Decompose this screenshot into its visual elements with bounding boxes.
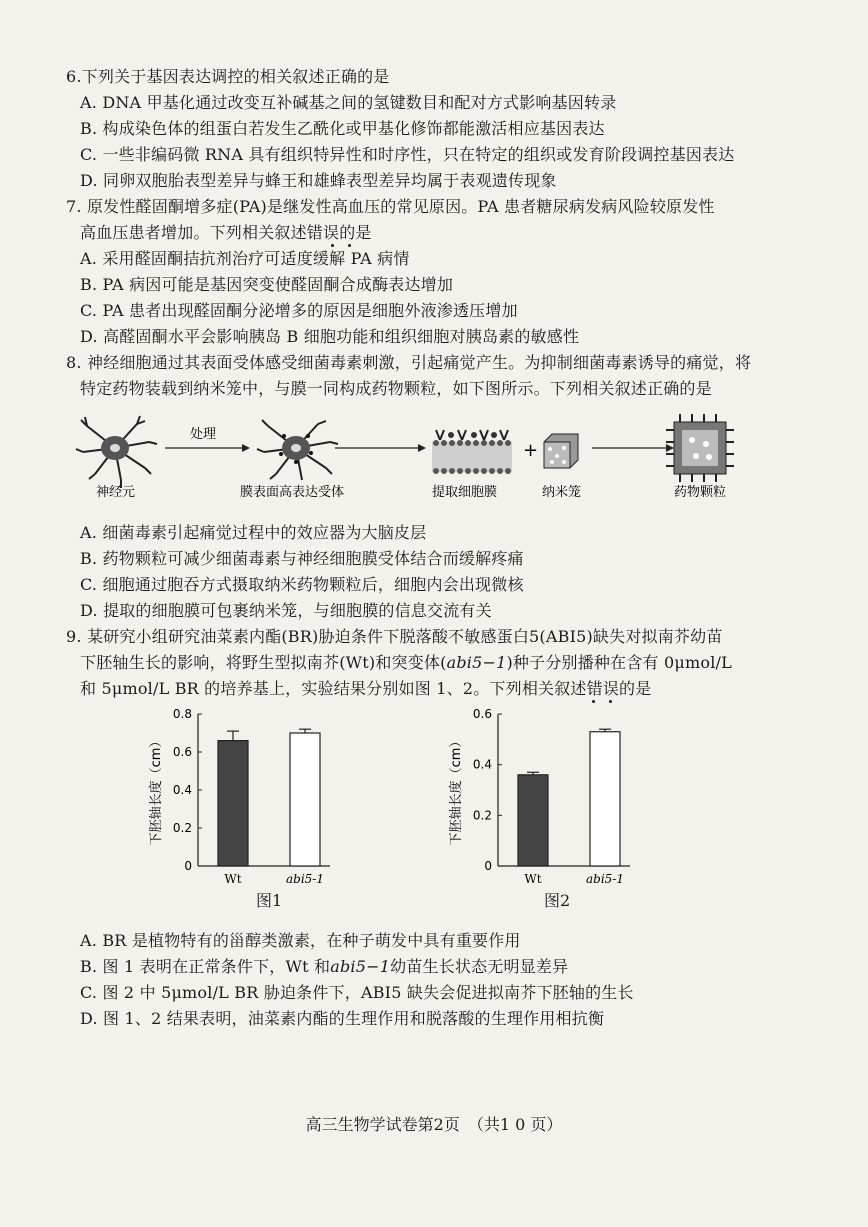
- q6-stem: 6.下列关于基因表达调控的相关叙述正确的是: [66, 67, 390, 86]
- chart-x-tick-label: Wt: [524, 872, 542, 886]
- emphasis-dot: [592, 700, 595, 703]
- chart2-ylabel: 下胚轴长度（cm）: [449, 734, 464, 846]
- q7-option-b: B. PA 病因可能是基因突变使醛固酮合成酶表达增加: [80, 275, 454, 294]
- chart-x-tick-label: abi5-1: [286, 872, 324, 886]
- chart-figure-2: [440, 704, 660, 890]
- chart-bar: [590, 732, 620, 866]
- label-membrane: 提取细胞膜: [432, 485, 498, 500]
- chart-bar: [290, 733, 320, 866]
- chart2-caption: 图2: [544, 891, 571, 910]
- q8-stem-line2: 特定药物装载到纳米笼中，与膜一同构成药物颗粒，如下图所示。下列相关叙述正确的是: [80, 379, 712, 398]
- q9-stem-line2-part2: )种子分别播种在含有 0μmol/L: [506, 653, 732, 672]
- drug-particle-diagram: [70, 410, 770, 510]
- chart1-ylabel: 下胚轴长度（cm）: [149, 734, 164, 846]
- neuron-illustration: [76, 416, 157, 488]
- label-nanocage: 纳米笼: [542, 485, 582, 500]
- q9-option-b-part1: B. 图 1 表明在正常条件下，Wt 和: [80, 957, 331, 976]
- q9-stem-line3: 和 5μmol/L BR 的培养基上，实验结果分别如图 1、2。下列相关叙述错误的是: [80, 679, 652, 698]
- q7-option-c: C. PA 患者出现醛固酮分泌增多的原因是细胞外液渗透压增加: [80, 301, 518, 320]
- plus-sign: +: [523, 440, 539, 461]
- chart-y-tick-label: 0.2: [472, 808, 492, 823]
- arrow-2: [335, 444, 426, 452]
- chart-y-tick-label: 0.4: [472, 757, 492, 772]
- chart-x-tick-label: abi5-1: [586, 872, 624, 886]
- chart-figure-1: [140, 704, 360, 890]
- q8-option-a: A. 细菌毒素引起痛觉过程中的效应器为大脑皮层: [80, 523, 427, 542]
- arrow-1: [165, 444, 250, 452]
- q9-option-c: C. 图 2 中 5μmol/L BR 胁迫条件下，ABI5 缺失会促进拟南芥下胚轴的生长: [80, 983, 634, 1002]
- chart-y-tick-label: 0.6: [172, 745, 192, 759]
- chart-y-tick-label: 0: [484, 859, 492, 873]
- q9-option-d: D. 图 1、2 结果表明，油菜素内酯的生理作用和脱落酸的生理作用相抗衡: [80, 1009, 605, 1028]
- arrow-3: [592, 444, 674, 452]
- receptor-neuron-illustration: [257, 420, 338, 480]
- chart-y-tick-label: 0.4: [172, 783, 192, 797]
- chart-y-tick-label: 0: [184, 859, 192, 873]
- chart-y-tick-label: 0.6: [472, 707, 492, 721]
- chart-x-tick-label: Wt: [224, 872, 242, 886]
- q7-option-a: A. 采用醛固酮拮抗剂治疗可适度缓解 PA 病情: [80, 249, 410, 268]
- membrane-illustration: [432, 430, 512, 474]
- q9-stem-line2: [80, 652, 732, 674]
- nanocage-illustration: [544, 434, 578, 468]
- q9-stem-mutant: abi5−1: [446, 653, 507, 672]
- q6-option-a: A. DNA 甲基化通过改变互补碱基之间的氢键数目和配对方式影响基因转录: [80, 93, 617, 112]
- arrow-label: 处理: [190, 427, 217, 442]
- q6-option-c: C. 一些非编码微 RNA 具有组织特异性和时序性，只在特定的组织或发育阶段调控基因表达: [80, 145, 735, 164]
- drug-particle-illustration: [666, 414, 734, 482]
- q6-option-d: D. 同卵双胞胎表型差异与蜂王和雄蜂表型差异均属于表观遗传现象: [80, 171, 557, 190]
- q9-option-a: A. BR 是植物特有的甾醇类激素，在种子萌发中具有重要作用: [80, 931, 521, 950]
- chart-y-tick-label: 0.2: [172, 821, 192, 835]
- label-receptor: 膜表面高表达受体: [240, 485, 345, 500]
- chart-bar: [218, 741, 248, 866]
- q9-option-b-mutant: abi5−1: [330, 957, 391, 976]
- chart-y-tick-label: 0.8: [172, 707, 192, 721]
- page-footer: 高三生物学试卷第2页 （共1 0 页）: [305, 1115, 563, 1134]
- emphasis-dot: [348, 244, 351, 247]
- chart-bar: [518, 775, 548, 866]
- label-neuron: 神经元: [96, 485, 136, 500]
- q8-option-c: C. 细胞通过胞吞方式摄取纳米药物颗粒后，细胞内会出现微核: [80, 575, 524, 594]
- q6-option-b: B. 构成染色体的组蛋白若发生乙酰化或甲基化修饰都能激活相应基因表达: [80, 119, 605, 138]
- emphasis-dot: [331, 244, 334, 247]
- q8-option-b: B. 药物颗粒可减少细菌毒素与神经细胞膜受体结合而缓解疼痛: [80, 549, 524, 568]
- q9-option-b-part2: 幼苗生长状态无明显差异: [390, 957, 569, 976]
- q8-stem-line1: 8. 神经细胞通过其表面受体感受细菌毒素刺激，引起痛觉产生。为抑制细菌毒素诱导的痛觉，将: [66, 353, 752, 372]
- q9-option-b: [80, 956, 568, 978]
- chart1-caption: 图1: [256, 891, 283, 910]
- q9-stem-line2-part1: 下胚轴生长的影响，将野生型拟南芥(Wt)和突变体(: [80, 653, 447, 672]
- q7-stem-line1: 7. 原发性醛固酮增多症(PA)是继发性高血压的常见原因。PA 患者糖尿病发病风险较原发性: [66, 197, 715, 216]
- q7-stem-line2: 高血压患者增加。下列相关叙述错误的是: [80, 223, 372, 242]
- q9-stem-line1: 9. 某研究小组研究油菜素内酯(BR)胁迫条件下脱落酸不敏感蛋白5(ABI5)缺失对拟南芥幼苗: [66, 627, 723, 646]
- label-particle: 药物颗粒: [674, 485, 727, 500]
- q7-option-d: D. 高醛固酮水平会影响胰岛 B 细胞功能和组织细胞对胰岛素的敏感性: [80, 327, 580, 346]
- emphasis-dot: [609, 700, 612, 703]
- q8-option-d: D. 提取的细胞膜可包裹纳米笼，与细胞膜的信息交流有关: [80, 601, 492, 620]
